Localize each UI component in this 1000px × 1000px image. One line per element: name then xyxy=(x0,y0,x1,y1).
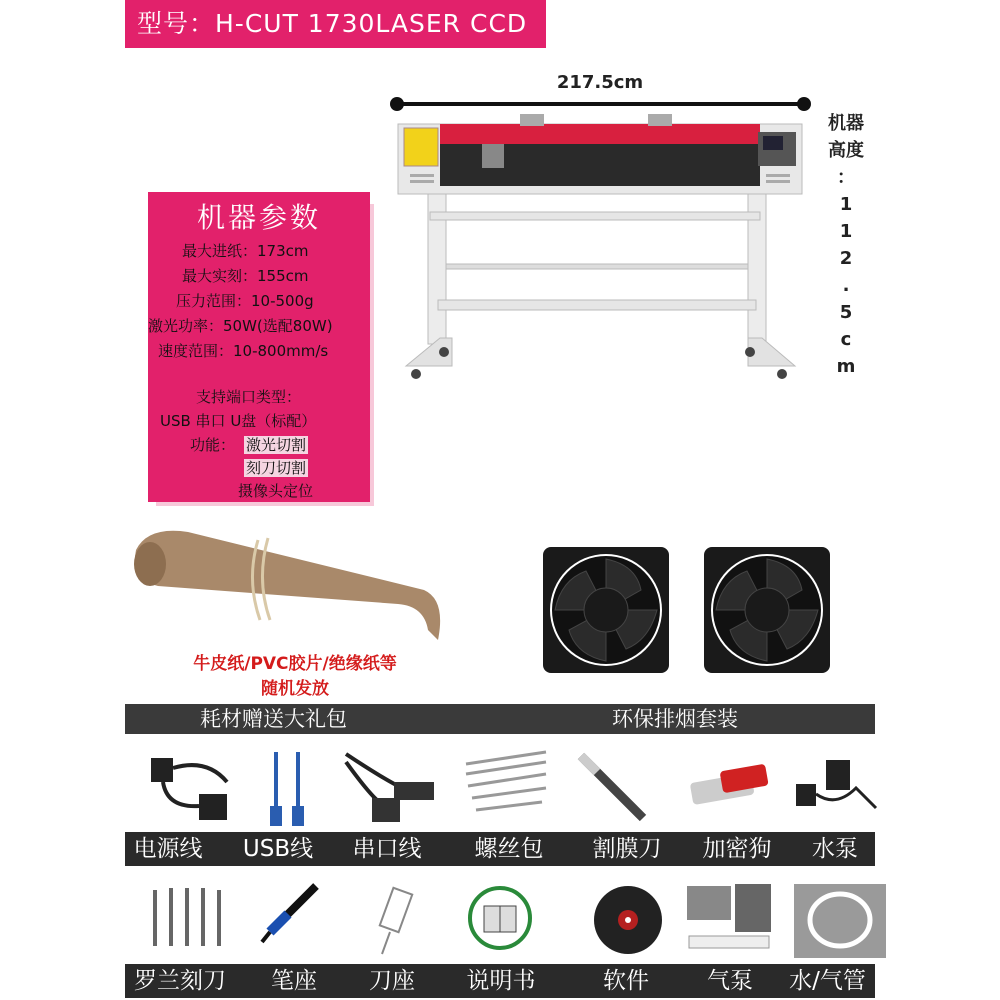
film-cutter-knife-image xyxy=(573,748,673,830)
function-blade-cut: 刻刀切割 xyxy=(246,459,307,477)
screw-pack-image xyxy=(456,748,556,830)
exhaust-fan-image xyxy=(702,545,832,675)
water-air-hose-label: 水/气管 xyxy=(789,968,866,994)
eco-kit-header: 环保排烟套装 xyxy=(612,707,738,731)
gift-caption-line2: 随机发放 xyxy=(261,679,329,699)
machine-params-panel xyxy=(148,192,370,502)
ports-title: 支持端口类型： xyxy=(196,388,302,406)
width-dimension-label: 217.5cm xyxy=(556,72,644,93)
function-laser-cut: 激光切割 xyxy=(246,436,307,454)
screw-pack-label: 螺丝包 xyxy=(474,836,544,862)
manual-label: 说明书 xyxy=(466,968,536,994)
params-title: 机器参数 xyxy=(196,201,321,234)
kraft-paper-roll-image xyxy=(128,520,448,650)
model-banner: 型号：H-CUT 1730LASER CCD xyxy=(125,0,546,48)
dongle-label: 加密狗 xyxy=(702,836,772,862)
manual-icon-image xyxy=(450,880,550,962)
width-dimension-line xyxy=(396,102,804,106)
gift-pack-header: 耗材赠送大礼包 xyxy=(200,707,347,731)
param-pressure: 压力范围：10-500g xyxy=(176,292,314,310)
pen-holder-image xyxy=(252,880,352,962)
serial-cable-image xyxy=(342,748,442,830)
blade-holder-label: 刀座 xyxy=(369,968,415,994)
laser-cutter-machine-image xyxy=(390,108,810,388)
usb-cable-label: USB线 xyxy=(242,836,314,862)
height-dimension-label: 机器 高度 ： 1 1 2 . 5 c m xyxy=(828,113,864,377)
roland-blade-image xyxy=(137,880,237,962)
power-cable-image xyxy=(137,748,237,830)
software-disc-image xyxy=(578,880,678,962)
exhaust-fan-image xyxy=(541,545,671,675)
water-pump-image xyxy=(786,748,886,830)
air-pump-image xyxy=(679,874,779,956)
software-label: 软件 xyxy=(603,968,649,994)
gift-caption xyxy=(150,652,440,702)
gift-caption-line1: 牛皮纸/PVC胶片/绝缘纸等 xyxy=(193,654,397,674)
water-air-hose-image xyxy=(790,880,890,962)
param-speed: 速度范围：10-800mm/s xyxy=(158,342,329,360)
param-laser-power: 激光功率：50W(选配80W) xyxy=(148,317,333,335)
air-pump-label: 气泵 xyxy=(707,968,753,994)
blade-holder-image xyxy=(350,880,450,962)
pen-holder-label: 笔座 xyxy=(271,968,317,994)
power-cable-label: 电源线 xyxy=(133,836,203,862)
serial-cable-label: 串口线 xyxy=(352,836,422,862)
param-max-cut: 最大实刻：155cm xyxy=(182,267,309,285)
usb-cable-image xyxy=(242,748,342,830)
function-camera: 摄像头定位 xyxy=(238,482,314,500)
dongle-image xyxy=(681,748,781,830)
param-max-feed: 最大进纸：173cm xyxy=(182,242,309,260)
film-cutter-label: 割膜刀 xyxy=(592,836,662,862)
function-label: 功能： xyxy=(190,436,236,454)
ports-list: USB 串口 U盘（标配） xyxy=(160,412,317,430)
water-pump-label: 水泵 xyxy=(812,836,858,862)
roland-blade-label: 罗兰刻刀 xyxy=(134,968,226,994)
